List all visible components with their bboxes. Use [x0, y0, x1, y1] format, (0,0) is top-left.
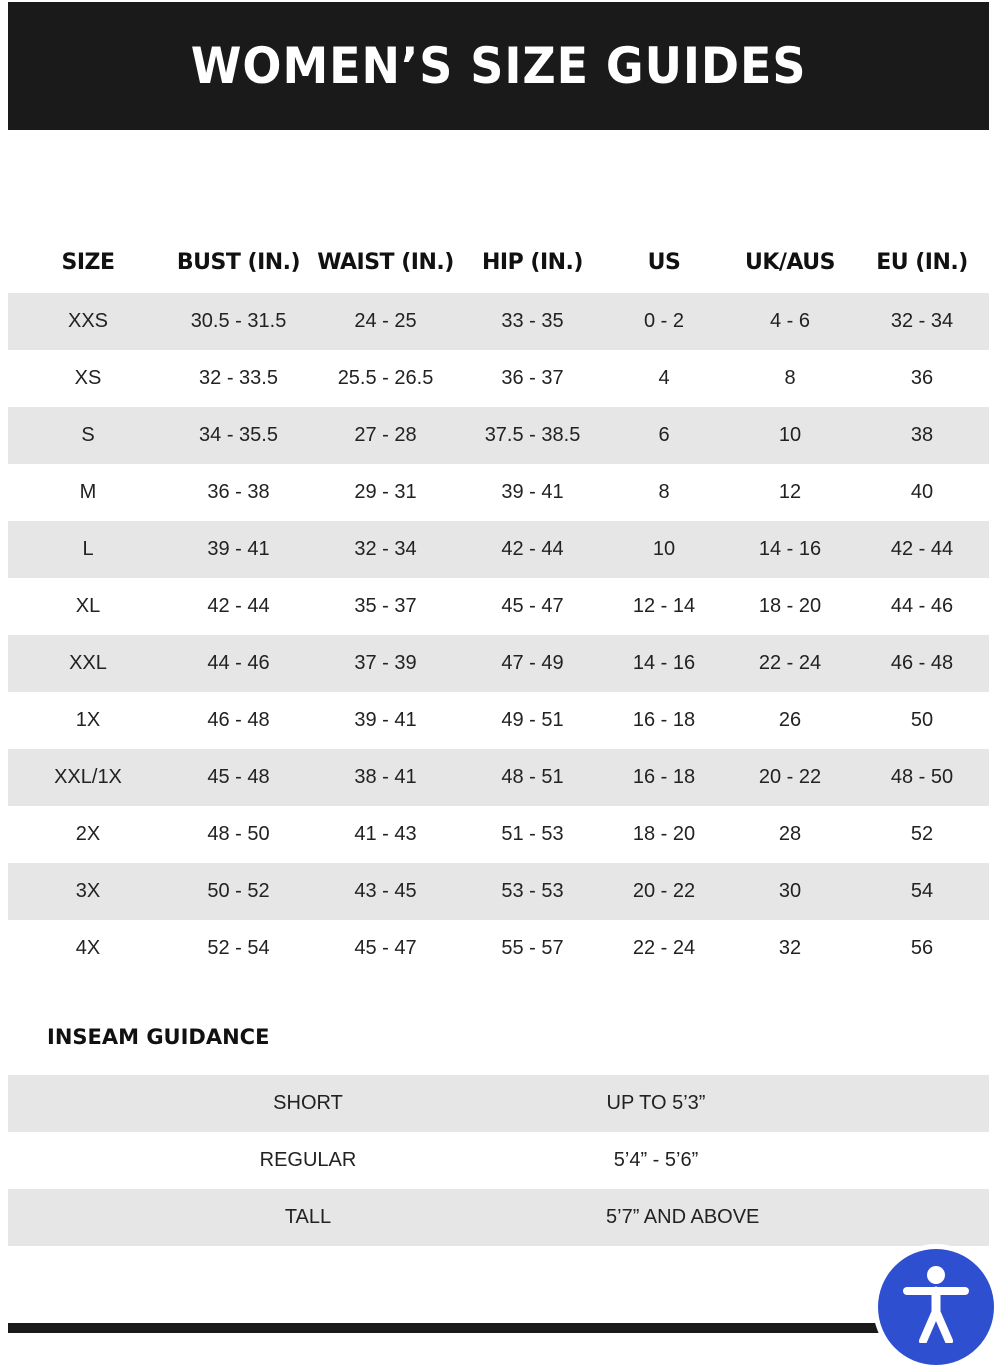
cell-uk-aus: 18 - 20	[758, 595, 822, 617]
column-header-size: SIZE	[61, 250, 115, 275]
table-row	[8, 464, 989, 521]
cell-waist: 38 - 41	[309, 749, 462, 806]
table-row	[8, 920, 989, 977]
cell-waist: 29 - 31	[354, 481, 417, 503]
accessibility-button[interactable]	[873, 1244, 999, 1370]
table-row	[8, 806, 989, 863]
cell-bust: 45 - 48	[168, 749, 309, 806]
table-row	[8, 749, 989, 806]
cell-hip: 55 - 57	[501, 937, 564, 959]
inseam-height-cell	[608, 1132, 989, 1189]
cell-waist: 43 - 45	[309, 863, 462, 920]
cell-us: 20 - 22	[603, 863, 725, 920]
cell-uk-aus: 4 - 6	[725, 293, 855, 350]
cell-us: 8	[658, 481, 670, 503]
cell-hip: 49 - 51	[501, 709, 564, 731]
cell-eu: 40	[910, 481, 934, 503]
cell-size: XXL	[8, 635, 168, 692]
cell-eu: 54	[855, 863, 989, 920]
cell-waist: 25.5 - 26.5	[337, 367, 434, 389]
inseam-height-label: UP TO 5’3”	[606, 1092, 706, 1114]
cell-eu: 48 - 50	[855, 749, 989, 806]
cell-waist: 24 - 25	[309, 293, 462, 350]
table-row	[8, 578, 989, 635]
table-row	[8, 407, 989, 464]
cell-hip: 36 - 37	[501, 367, 564, 389]
cell-eu: 46 - 48	[855, 635, 989, 692]
cell-hip: 48 - 51	[462, 749, 603, 806]
cell-us: 14 - 16	[603, 635, 725, 692]
accessibility-person-icon	[901, 1263, 971, 1343]
cell-us: 0 - 2	[603, 293, 725, 350]
cell-bust: 50 - 52	[168, 863, 309, 920]
cell-size: XS	[74, 367, 102, 389]
cell-waist: 45 - 47	[354, 937, 417, 959]
inseam-height-label: 5’7” AND ABOVE	[606, 1206, 760, 1228]
column-header-bust: BUST (IN.)	[176, 250, 301, 275]
cell-size: 2X	[75, 823, 101, 845]
cell-eu: 42 - 44	[855, 521, 989, 578]
cell-size: M	[79, 481, 97, 503]
column-header-eu: EU (IN.)	[876, 250, 968, 275]
inseam-height-label: 5’4” - 5’6”	[613, 1149, 699, 1171]
cell-us: 12 - 14	[632, 595, 696, 617]
accessibility-button-face[interactable]	[878, 1249, 994, 1365]
cell-bust: 46 - 48	[207, 709, 270, 731]
cell-eu: 44 - 46	[890, 595, 954, 617]
inseam-length-cell	[8, 1189, 608, 1246]
cell-hip: 45 - 47	[501, 595, 564, 617]
inseam-length-label: SHORT	[273, 1092, 343, 1114]
cell-hip: 53 - 53	[462, 863, 603, 920]
cell-hip: 47 - 49	[462, 635, 603, 692]
page-title: WOMEN’S SIZE GUIDES	[190, 37, 807, 95]
table-row	[8, 521, 989, 578]
cell-size: 1X	[75, 709, 101, 731]
cell-waist: 27 - 28	[309, 407, 462, 464]
inseam-height-cell	[608, 1189, 989, 1246]
inseam-length-cell	[8, 1075, 608, 1132]
cell-waist: 37 - 39	[309, 635, 462, 692]
table-row	[8, 1075, 989, 1132]
table-row	[8, 1189, 989, 1246]
cell-us: 16 - 18	[603, 749, 725, 806]
table-row	[8, 1132, 989, 1189]
inseam-height-cell	[608, 1075, 989, 1132]
cell-uk-aus: 14 - 16	[725, 521, 855, 578]
cell-size: S	[8, 407, 168, 464]
cell-size: XL	[75, 595, 101, 617]
cell-uk-aus: 30	[725, 863, 855, 920]
table-row	[8, 692, 989, 749]
inseam-length-label: REGULAR	[259, 1149, 357, 1171]
cell-waist: 32 - 34	[309, 521, 462, 578]
cell-us: 18 - 20	[632, 823, 696, 845]
cell-bust: 36 - 38	[207, 481, 270, 503]
size-chart-table	[8, 232, 989, 977]
table-row	[8, 293, 989, 350]
cell-eu: 52	[910, 823, 934, 845]
cell-bust: 39 - 41	[168, 521, 309, 578]
header-banner	[8, 2, 989, 130]
inseam-guidance-heading: INSEAM GUIDANCE	[47, 1025, 270, 1049]
cell-bust: 32 - 33.5	[199, 367, 278, 389]
cell-uk-aus: 26	[778, 709, 802, 731]
cell-uk-aus: 22 - 24	[725, 635, 855, 692]
cell-us: 10	[603, 521, 725, 578]
cell-size: 4X	[75, 937, 101, 959]
cell-size: L	[8, 521, 168, 578]
cell-bust: 48 - 50	[207, 823, 270, 845]
cell-size: 3X	[8, 863, 168, 920]
cell-us: 22 - 24	[632, 937, 696, 959]
cell-waist: 35 - 37	[354, 595, 417, 617]
inseam-length-label: TALL	[284, 1206, 332, 1228]
cell-uk-aus: 8	[784, 367, 796, 389]
cell-eu: 36	[910, 367, 934, 389]
cell-uk-aus: 32	[778, 937, 802, 959]
inseam-table	[8, 1075, 989, 1246]
cell-us: 16 - 18	[632, 709, 696, 731]
column-header-us: US	[647, 250, 681, 275]
cell-us: 4	[658, 367, 670, 389]
cell-bust: 42 - 44	[207, 595, 270, 617]
cell-uk-aus: 28	[778, 823, 802, 845]
cell-uk-aus: 10	[725, 407, 855, 464]
cell-hip: 33 - 35	[462, 293, 603, 350]
cell-uk-aus: 20 - 22	[725, 749, 855, 806]
cell-waist: 39 - 41	[354, 709, 417, 731]
cell-size: XXS	[8, 293, 168, 350]
cell-bust: 44 - 46	[168, 635, 309, 692]
table-row	[8, 863, 989, 920]
cell-size: XXL/1X	[8, 749, 168, 806]
cell-hip: 42 - 44	[462, 521, 603, 578]
cell-bust: 52 - 54	[207, 937, 270, 959]
cell-hip: 39 - 41	[501, 481, 564, 503]
cell-waist: 41 - 43	[354, 823, 417, 845]
size-chart-header-row	[8, 232, 989, 293]
column-header-uk-aus: UK/AUS	[744, 250, 835, 275]
footer-bar	[8, 1323, 989, 1333]
cell-hip: 37.5 - 38.5	[462, 407, 603, 464]
cell-eu: 56	[910, 937, 934, 959]
cell-uk-aus: 12	[778, 481, 802, 503]
table-row	[8, 350, 989, 407]
column-header-waist: WAIST (IN.)	[317, 250, 454, 275]
cell-hip: 51 - 53	[501, 823, 564, 845]
cell-bust: 30.5 - 31.5	[168, 293, 309, 350]
inseam-length-cell	[8, 1132, 608, 1189]
cell-us: 6	[603, 407, 725, 464]
table-row	[8, 635, 989, 692]
cell-eu: 50	[910, 709, 934, 731]
cell-eu: 32 - 34	[855, 293, 989, 350]
cell-bust: 34 - 35.5	[168, 407, 309, 464]
cell-eu: 38	[855, 407, 989, 464]
column-header-hip: HIP (IN.)	[482, 250, 583, 275]
